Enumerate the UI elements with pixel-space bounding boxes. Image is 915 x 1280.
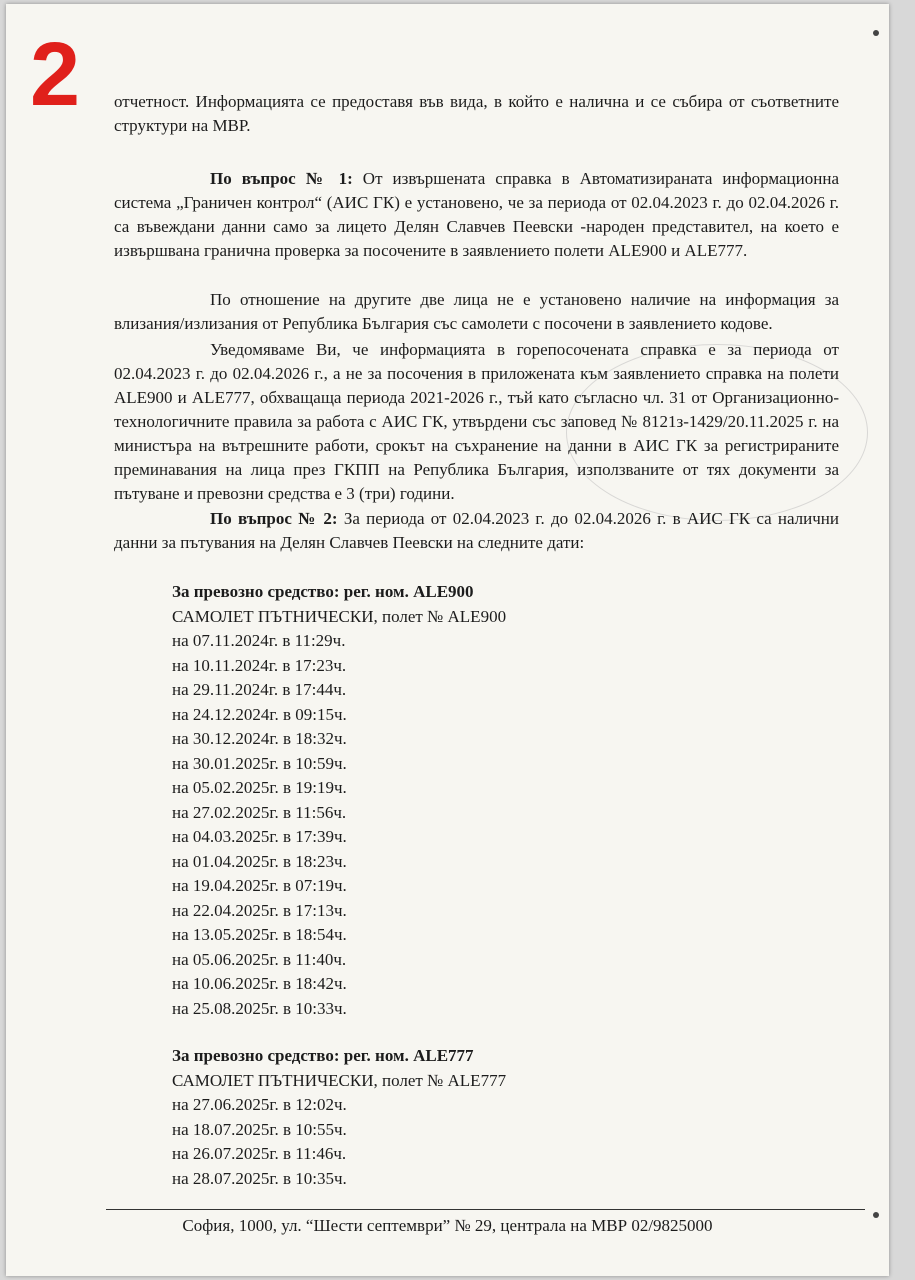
trip-date-list <box>172 629 692 1021</box>
trip-date-item: на 30.12.2024г. в 18:32ч. <box>172 729 347 748</box>
vehicle-subheading: САМОЛЕТ ПЪТНИЧЕСКИ, полет № ALE777 <box>172 1070 507 1090</box>
notice-text: Уведомяваме Ви, че информацията в горепосочената справка е за периода от 02.04.2023 г. до 02.04.2026 г., а не за посочения в приложената към заявлението справка на полети ALE900 и ALE777, обхващаща периода 2021-2026 г., тъй като съгласно чл. 31 от Организационно-технологичните правила за работа с АИС ГК, утвърдени със заповед № 8121з-1429/20.11.2025 г. на министъра на вътрешните работи, срокът на съхранение на данни в АИС ГК за регистрираните преминавания на лица през ГКПП на Република България, използваните от тях документи за пътуване и превозни средства е 3 (три) години. <box>114 340 839 503</box>
document-page <box>6 4 889 1276</box>
answer-1-text: От извършената справка в Автоматизираната информационна система „Граничен контрол“ (АИС ГК) е установено, че за периода от 02.04.2023 г. до 02.04.2026 г. са въвеждани данни само за лицето Делян Славчев Пеевски -народен представител, на което е извършвана гранична проверка за посочените в заявлението полети ALE900 и ALE777. <box>114 169 839 260</box>
answer-1-label: По въпрос № 1: <box>210 169 353 188</box>
trip-date-item: на 18.07.2025г. в 10:55ч. <box>172 1119 347 1139</box>
trip-date-item: на 19.04.2025г. в 07:19ч. <box>172 876 347 895</box>
trip-date-item: на 10.06.2025г. в 18:42ч. <box>172 974 347 993</box>
footer-address: София, 1000, ул. “Шести септември” № 29, централа на МВР 02/9825000 <box>182 1216 713 1235</box>
page-number: 2 <box>30 25 81 125</box>
trip-date-item: на 05.06.2025г. в 11:40ч. <box>172 949 347 969</box>
trip-date-item: на 29.11.2024г. в 17:44ч. <box>172 680 347 699</box>
punch-mark <box>873 30 879 36</box>
notice-paragraph <box>114 338 839 506</box>
trip-date-item: на 30.01.2025г. в 10:59ч. <box>172 753 347 773</box>
answer-2-paragraph <box>114 507 839 555</box>
trip-date-item: на 27.06.2025г. в 12:02ч. <box>172 1095 347 1114</box>
trip-date-item: на 07.11.2024г. в 11:29ч. <box>172 631 346 650</box>
trip-date-item: на 05.02.2025г. в 19:19ч. <box>172 778 347 797</box>
answer-2-label: По въпрос № 2: <box>210 509 338 528</box>
trip-date-list <box>172 1093 692 1191</box>
trip-date-item: на 25.08.2025г. в 10:33ч. <box>172 998 347 1018</box>
trip-date-item: на 01.04.2025г. в 18:23ч. <box>172 851 347 871</box>
vehicle-heading: За превозно средство: рег. ном. ALE777 <box>172 1046 474 1065</box>
vehicle-ale900-section <box>172 580 692 1021</box>
vehicle-subheading: САМОЛЕТ ПЪТНИЧЕСКИ, полет № ALE900 <box>172 606 507 626</box>
vehicle-heading: За превозно средство: рег. ном. ALE900 <box>172 582 474 601</box>
intro-text: отчетност. Информацията се предоставя във вида, в който е налична и се събира от съответните структури на МВР. <box>114 92 839 135</box>
trip-date-item: на 27.02.2025г. в 11:56ч. <box>172 802 347 822</box>
answer-2-text: За периода от 02.04.2023 г. до 02.04.2026 г. в АИС ГК са налични данни за пътувания на Делян Славчев Пеевски на следните дати: <box>114 509 839 552</box>
trip-date-item: на 13.05.2025г. в 18:54ч. <box>172 925 347 944</box>
trip-date-item: на 26.07.2025г. в 11:46ч. <box>172 1144 347 1163</box>
trip-date-item: на 22.04.2025г. в 17:13ч. <box>172 900 347 920</box>
trip-date-item: на 24.12.2024г. в 09:15ч. <box>172 704 347 724</box>
other-persons-text: По отношение на другите две лица не е установено наличие на информация за влизания/излизания от Република България със самолети с посочени в заявлението кодове. <box>114 290 839 333</box>
vehicle-ale777-section <box>172 1044 692 1191</box>
intro-paragraph <box>114 90 839 138</box>
trip-date-item: на 28.07.2025г. в 10:35ч. <box>172 1168 347 1188</box>
footer-divider <box>106 1209 865 1210</box>
other-persons-paragraph <box>114 288 839 336</box>
trip-date-item: на 04.03.2025г. в 17:39ч. <box>172 827 347 846</box>
trip-date-item: на 10.11.2024г. в 17:23ч. <box>172 655 347 675</box>
answer-1-paragraph <box>114 167 839 263</box>
